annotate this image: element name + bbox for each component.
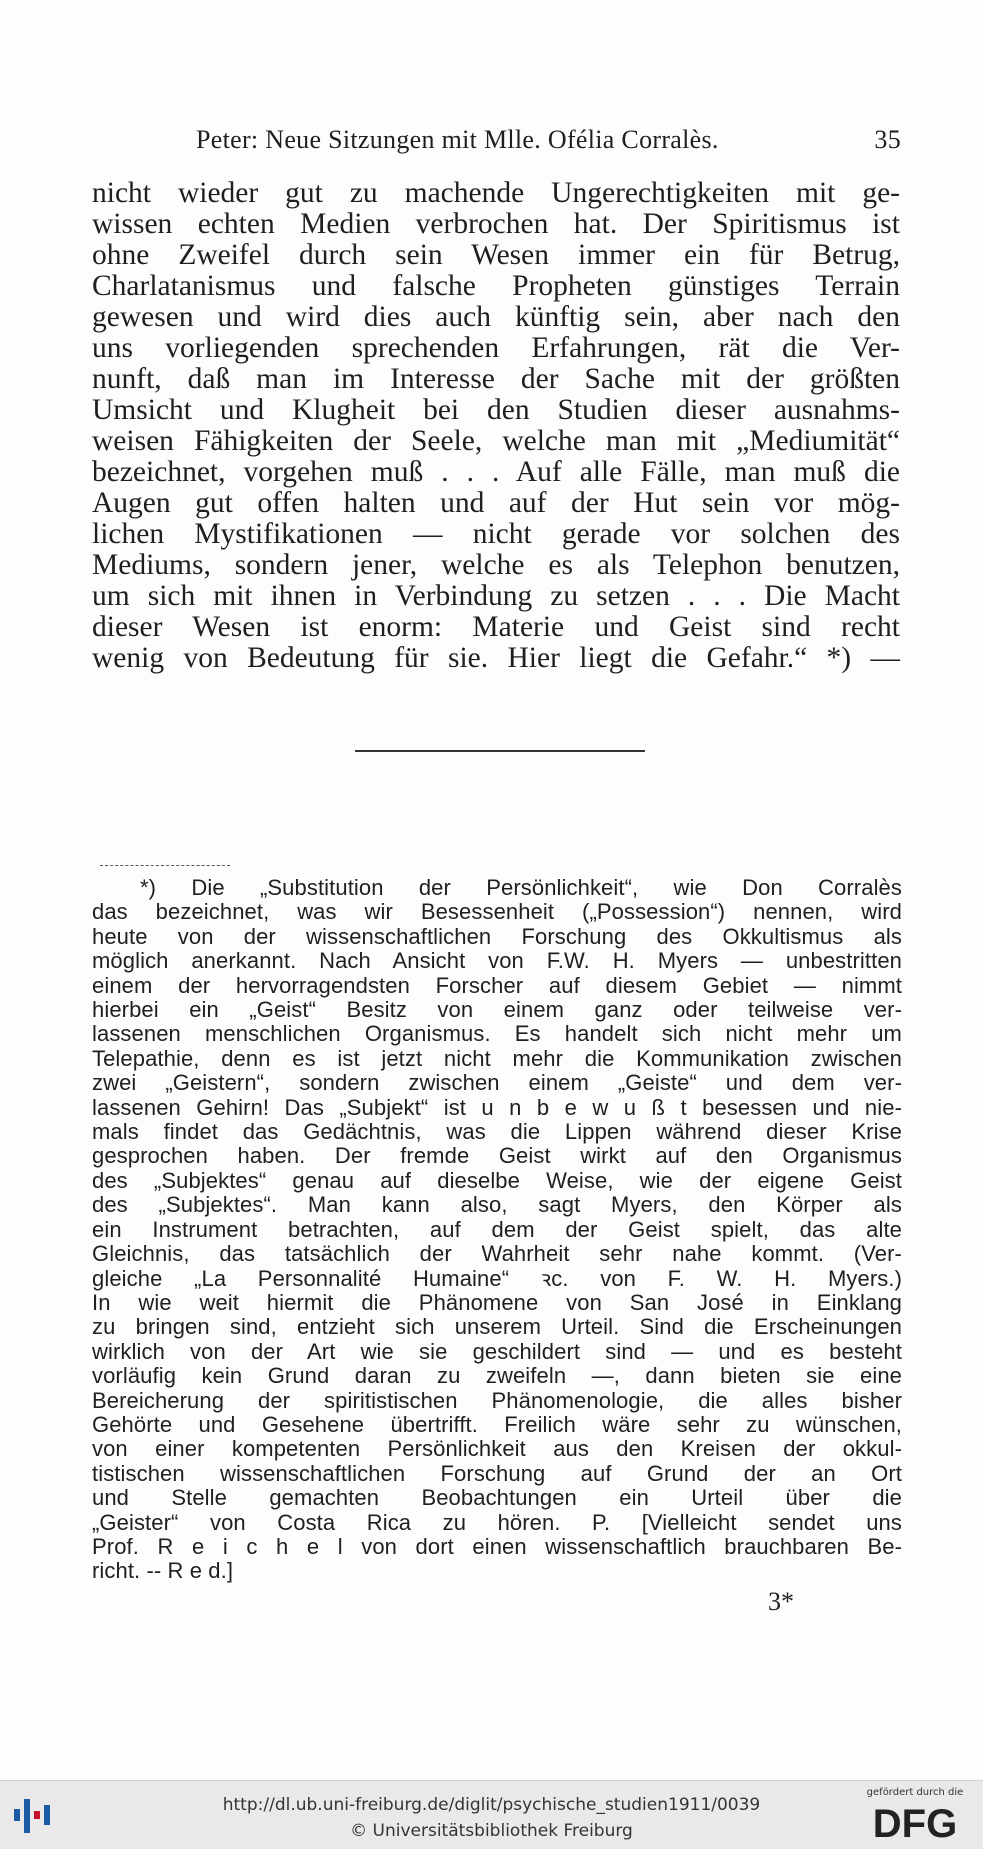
footer-bar xyxy=(0,1780,983,1849)
text-line: gewesen und wird dies auch künftig sein, aber nach den xyxy=(92,301,900,333)
footnote-line: Gehörte und Gesehene übertrifft. Freilich wäre sehr zu wünschen, xyxy=(92,1411,902,1437)
footnote-line: wirklich von der Art wie sie geschildert sind — und es besteht xyxy=(92,1338,902,1364)
source-url-link[interactable]: http://dl.ub.uni-freiburg.de/diglit/psychische_studien1911/0039 xyxy=(222,1795,761,1815)
page-number: 35 xyxy=(874,125,901,154)
text-line: wissen echten Medien verbrochen hat. Der Spiritismus ist xyxy=(92,208,900,240)
footnote-line: einem der hervorragendsten Forscher auf diesem Gebiet — nimmt xyxy=(92,972,902,998)
text-line: uns vorliegenden sprechenden Erfahrungen, rät die Ver- xyxy=(92,332,900,364)
text-line: wenig von Bedeutung für sie. Hier liegt die Gefahr.“ *) — xyxy=(92,642,900,674)
footnote-separator xyxy=(100,865,230,866)
text-line: nicht wieder gut zu machende Ungerechtigkeiten mit ge- xyxy=(92,177,900,209)
footnote-line: des „Subjektes“ genau auf dieselbe Weise, wie der eigene Geist xyxy=(92,1167,902,1193)
text-line: Augen gut offen halten und auf der Hut sein vor mög- xyxy=(92,487,900,519)
footnote-line: In wie weit hiermit die Phänomene von San José in Einklang xyxy=(92,1289,902,1315)
text-line: ohne Zweifel durch sein Wesen immer ein für Betrug, xyxy=(92,239,900,271)
footnote-line: gleiche „La Personnalité Humaine“ ꝛc. von F. W. H. Myers.) xyxy=(92,1265,902,1291)
text-line: nunft, daß man im Interesse der Sache mit der größten xyxy=(92,363,900,395)
text-line: weisen Fähigkeiten der Seele, welche man mit „Mediumität“ xyxy=(92,425,900,457)
footnote-line: lassenen Gehirn! Das „Subjekt“ ist u n b e w u ß t besessen und nie- xyxy=(92,1094,902,1120)
text-line: dieser Wesen ist enorm: Materie und Geist sind recht xyxy=(92,611,900,643)
footnote-line: lassenen menschlichen Organismus. Es handelt sich nicht mehr um xyxy=(92,1021,902,1047)
footnote-line: heute von der wissenschaftlichen Forschung des Okkultismus als xyxy=(92,923,902,949)
footnote-line: gesprochen haben. Der fremde Geist wirkt auf den Organismus xyxy=(92,1143,902,1169)
funder-caption: gefördert durch die xyxy=(866,1787,964,1798)
text-line: Umsicht und Klugheit bei den Studien dieser ausnahms- xyxy=(92,394,900,426)
footnote-line: möglich anerkannt. Nach Ansicht von F.W. H. Myers — unbestritten xyxy=(92,948,902,974)
signature-mark: 3* xyxy=(768,1587,794,1616)
footnote-line: zwei „Geistern“, sondern zwischen einem „Geiste“ und dem ver- xyxy=(92,1070,902,1096)
footnote-line: hierbei ein „Geist“ Besitz von einem ganz oder teilweise ver- xyxy=(92,997,902,1023)
dfg-logo-icon xyxy=(861,1801,969,1843)
footnote-line: ein Instrument betrachten, auf dem der Geist spielt, das alte xyxy=(92,1216,902,1242)
footnote-line: Prof. R e i c h e l von dort einen wissenschaftlich brauchbaren Be- xyxy=(92,1533,902,1559)
text-line: um sich mit ihnen in Verbindung zu setzen . . . Die Macht xyxy=(92,580,900,612)
footnote-line: Telepathie, denn es ist jetzt nicht mehr die Kommunikation zwischen xyxy=(92,1045,902,1071)
copyright-notice: © Universitätsbibliothek Freiburg xyxy=(350,1821,633,1841)
footnote-line: des „Subjektes“. Man kann also, sagt Myers, den Körper als xyxy=(92,1192,902,1218)
footnote xyxy=(92,876,902,1584)
footnote-line: zu bringen sind, entzieht sich unserem Urteil. Sind die Erscheinungen xyxy=(92,1314,902,1340)
footnote-line: mals findet das Gedächtnis, was die Lippen während dieser Krise xyxy=(92,1119,902,1145)
running-title: Peter: Neue Sitzungen mit Mlle. Ofélia Corralès. xyxy=(196,125,719,154)
footnote-line: *) Die „Substitution der Persönlichkeit“, wie Don Corralès xyxy=(140,875,902,900)
text-line: Mediums, sondern jener, welche es als Telephon benutzen, xyxy=(92,549,900,581)
footnote-line: und Stelle gemachten Beobachtungen ein Urteil über die xyxy=(92,1485,902,1511)
text-line: lichen Mystifikationen — nicht gerade vor solchen des xyxy=(92,518,900,550)
running-header xyxy=(190,125,905,161)
footnote-line: tistischen wissenschaftlichen Forschung auf Grund der an Ort xyxy=(92,1460,902,1486)
svg-text:DFG: DFG xyxy=(872,1802,958,1843)
text-line: bezeichnet, vorgehen muß . . . Auf alle Fälle, man muß die xyxy=(92,456,900,488)
footnote-line: Gleichnis, das tatsächlich der Wahrheit sehr nahe kommt. (Ver- xyxy=(92,1241,902,1267)
main-text xyxy=(92,178,900,674)
footnote-line: richt. -- R e d.] xyxy=(92,1558,234,1584)
text-line: Charlatanismus und falsche Propheten günstiges Terrain xyxy=(92,270,900,302)
dfg-logo xyxy=(855,1787,975,1845)
footnote-line: Bereicherung der spiritistischen Phänomenologie, die alles bisher xyxy=(92,1387,902,1413)
footnote-line: vorläufig kein Grund daran zu zweifeln —, dann bieten sie eine xyxy=(92,1363,902,1389)
section-divider xyxy=(355,750,645,752)
footnote-line: das bezeichnet, was wir Besessenheit („Possession“) nennen, wird xyxy=(92,899,902,925)
footnote-line: von einer kompetenten Persönlichkeit aus den Kreisen der okkul- xyxy=(92,1436,902,1462)
footnote-line: „Geister“ von Costa Rica zu hören. P. [Vielleicht sendet uns xyxy=(92,1509,902,1535)
